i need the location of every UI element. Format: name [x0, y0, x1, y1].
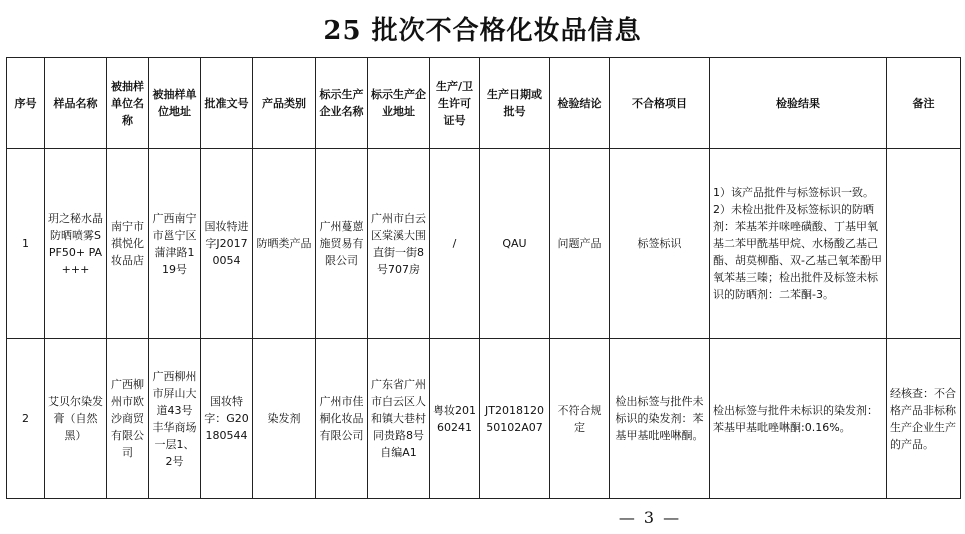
cell-unqualified-item: 标签标识 [610, 149, 710, 339]
table-row [7, 149, 961, 339]
table-row [7, 339, 961, 499]
cell-sampled-unit-address: 广西柳州市屏山大道43号丰华商场一层1、2号 [149, 339, 201, 499]
header-license-number: 生产/卫生许可证号 [430, 58, 480, 149]
header-index: 序号 [7, 58, 45, 149]
cell-remarks [887, 149, 961, 339]
cell-sampled-unit-address: 广西南宁市邕宁区蒲津路119号 [149, 149, 201, 339]
header-inspection-result: 检验结果 [710, 58, 887, 149]
header-inspection-conclusion: 检验结论 [550, 58, 610, 149]
cell-index: 1 [7, 149, 45, 339]
cell-batch-number: JT201812050102A07 [480, 339, 550, 499]
header-sample-name: 样品名称 [45, 58, 107, 149]
page-number: — 3 — [618, 508, 682, 527]
cell-sampled-unit-name: 南宁市祺悦化妆品店 [107, 149, 149, 339]
cell-manufacturer-name: 广州蔓蒽施贸易有限公司 [316, 149, 368, 339]
cell-sample-name: 艾贝尔染发膏（自然黑） [45, 339, 107, 499]
cell-index: 2 [7, 339, 45, 499]
header-manufacturer-name: 标示生产企业名称 [316, 58, 368, 149]
cell-license-number: 粤妆20160241 [430, 339, 480, 499]
header-approval-number: 批准文号 [201, 58, 253, 149]
cell-approval-number: 国妆特进字J20170054 [201, 149, 253, 339]
cell-approval-number: 国妆特字：G20180544 [201, 339, 253, 499]
cell-batch-number: QAU [480, 149, 550, 339]
cell-remarks: 经核查：不合格产品非标称生产企业生产的产品。 [887, 339, 961, 499]
header-batch-number: 生产日期或批号 [480, 58, 550, 149]
cell-inspection-result: 检出标签与批件未标识的染发剂：苯基甲基吡唑啉酮:0.16%。 [710, 339, 887, 499]
cell-unqualified-item: 检出标签与批件未标识的染发剂：苯基甲基吡唑啉酮。 [610, 339, 710, 499]
cell-sample-name: 玥之秘水晶防晒喷雾SPF50+ PA+++ [45, 149, 107, 339]
cell-sampled-unit-name: 广西柳州市欧沙商贸有限公司 [107, 339, 149, 499]
cell-manufacturer-name: 广州市佳桐化妆品有限公司 [316, 339, 368, 499]
header-manufacturer-address: 标示生产企业地址 [368, 58, 430, 149]
header-sampled-unit-address: 被抽样单位地址 [149, 58, 201, 149]
header-remarks: 备注 [887, 58, 961, 149]
page-title: 25 批次不合格化妆品信息 [323, 16, 642, 46]
header-unqualified-item: 不合格项目 [610, 58, 710, 149]
page-number-footer [0, 508, 965, 527]
cell-product-category: 防晒类产品 [253, 149, 316, 339]
cell-inspection-conclusion: 问题产品 [550, 149, 610, 339]
cell-inspection-conclusion: 不符合规定 [550, 339, 610, 499]
table-header-row [7, 58, 961, 149]
cell-manufacturer-address: 广州市白云区棠溪大围直街一街8号707房 [368, 149, 430, 339]
header-product-category: 产品类别 [253, 58, 316, 149]
cell-license-number: / [430, 149, 480, 339]
cell-product-category: 染发剂 [253, 339, 316, 499]
cell-manufacturer-address: 广东省广州市白云区人和镇大巷村同贵路8号自编A1 [368, 339, 430, 499]
unqualified-cosmetics-table [6, 57, 961, 499]
header-sampled-unit-name: 被抽样单位名称 [107, 58, 149, 149]
cell-inspection-result: 1）该产品批件与标签标识一致。2）未检出批件及标签标识的防晒剂：苯基苯并咪唑磺酸、丁基甲氧基二苯甲酰基甲烷、水杨酸乙基己酯、胡莫柳酯、双-乙基己氧苯酚甲氧苯基三嗪；检出批件及标签未标识的防晒剂：二苯酮-3。 [710, 149, 887, 339]
